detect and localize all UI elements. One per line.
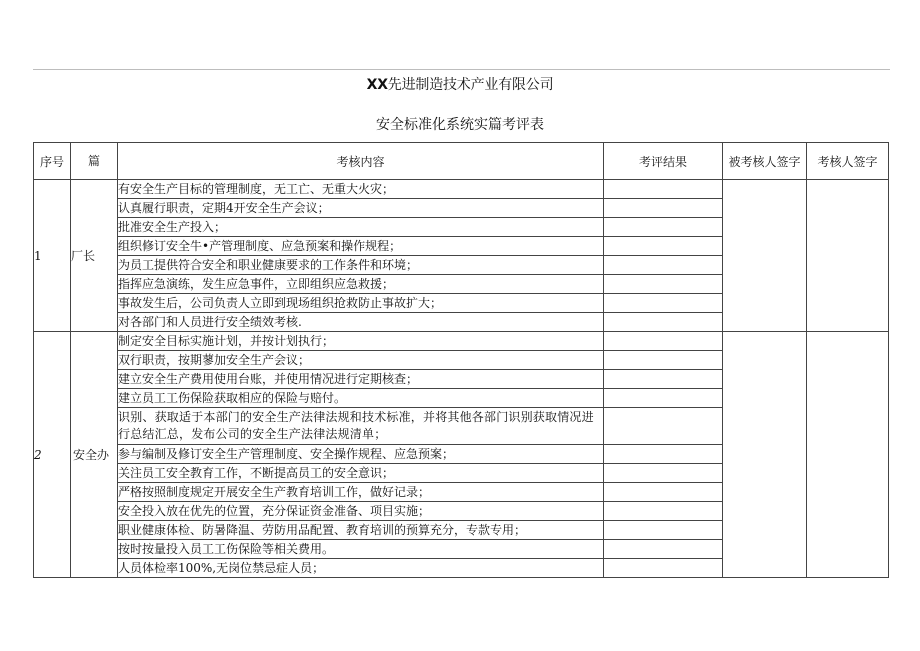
assessment-item: 批准安全生产投入； [118,218,604,237]
result-cell[interactable] [604,351,723,370]
table-row [34,180,889,199]
assessment-item: 识别、获取适于本部门的安全生产法律法规和技术标准，并将其他各部门识别获取情况进行总结汇总，发布公司的安全生产法律法规清单； [118,408,604,445]
table-header-row [34,143,889,180]
result-cell[interactable] [604,464,723,483]
top-rule [33,69,890,70]
result-cell[interactable] [604,483,723,502]
group-dept: 厂长 [71,180,118,332]
result-cell[interactable] [604,199,723,218]
assessment-table [33,142,889,578]
result-cell[interactable] [604,408,723,445]
result-cell[interactable] [604,502,723,521]
form-title: 安全标准化系统实篇考评表 [376,117,544,133]
assessment-item: 严格按照制度规定开展安全生产教育培训工作，做好记录； [118,483,604,502]
result-cell[interactable] [604,445,723,464]
group-dept: 安全办 [71,332,118,578]
assessment-item: 职业健康体检、防暑降温、劳防用品配置、教育培训的预算充分，专款专用； [118,521,604,540]
result-cell[interactable] [604,559,723,578]
result-cell[interactable] [604,313,723,332]
result-cell[interactable] [604,389,723,408]
header-result: 考评结果 [604,143,723,180]
assessee-sign-cell[interactable] [723,180,807,332]
assessment-item: 有安全生产目标的管理制度，无工亡、无重大火灾； [118,180,604,199]
table-row [34,332,889,351]
assessment-item: 事故发生后，公司负责人立即到现场组织抢救防止事故扩大； [118,294,604,313]
assessment-item: 建立安全生产费用使用台账，并使用情况进行定期核查； [118,370,604,389]
result-cell[interactable] [604,218,723,237]
assessment-item: 安全投入放在优先的位置，充分保证资金准备、项目实施； [118,502,604,521]
result-cell[interactable] [604,275,723,294]
assessee-sign-cell[interactable] [723,332,807,578]
group-seq: 1 [34,180,71,332]
assessment-item: 双行职责，按期蓼加安全生产会议； [118,351,604,370]
header-pian: 篇 [71,143,118,180]
assessor-sign-cell[interactable] [807,332,889,578]
assessment-item: 为员工提供符合安全和职业健康要求的工作条件和环境； [118,256,604,275]
assessment-item: 认真履行职责，定期4开安全生产会议； [118,199,604,218]
header-seq: 序号 [34,143,71,180]
header-assessor-sign: 考核人签字 [807,143,889,180]
assessment-item: 关注员工安全教育工作，不断提高员工的安全意识； [118,464,604,483]
assessment-item: 组织修订安全牛•产管理制度、应急预案和操作规程； [118,237,604,256]
result-cell[interactable] [604,521,723,540]
result-cell[interactable] [604,237,723,256]
company-name [0,74,920,96]
header-content: 考核内容 [118,143,604,180]
assessment-item: 参与编制及修订安全生产管理制度、安全操作规程、应急预案； [118,445,604,464]
company-prefix: XX [366,77,388,93]
result-cell[interactable] [604,294,723,313]
group-seq: 2 [34,332,71,578]
result-cell[interactable] [604,540,723,559]
result-cell[interactable] [604,370,723,389]
assessment-item: 指挥应急演练，发生应急事件，立即组织应急救援； [118,275,604,294]
result-cell[interactable] [604,256,723,275]
assessor-sign-cell[interactable] [807,180,889,332]
assessment-item: 制定安全目标实施计划，并按计划执行； [118,332,604,351]
assessment-item: 人员体检率100%,无岗位禁忌症人员； [118,559,604,578]
result-cell[interactable] [604,332,723,351]
assessment-item: 按时按量投入员工工伤保险等相关费用。 [118,540,604,559]
assessment-item: 对各部门和人员进行安全绩效考核. [118,313,604,332]
header-assessee-sign: 被考核人签字 [723,143,807,180]
assessment-item: 建立员工工伤保险获取相应的保险与赔付。 [118,389,604,408]
company-name-rest: 先进制造技术产业有限公司 [387,77,554,93]
result-cell[interactable] [604,180,723,199]
